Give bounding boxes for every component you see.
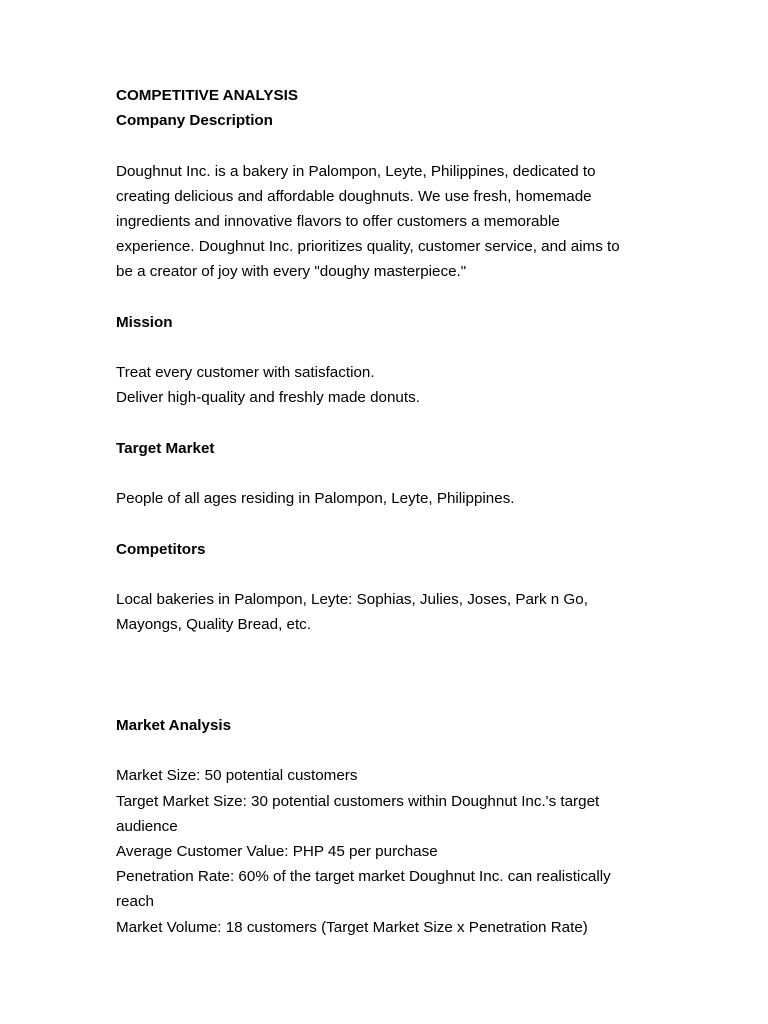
- company-description-heading: Company Description: [116, 112, 273, 130]
- paragraph-line: Doughnut Inc. is a bakery in Palompon, Leyte, Philippines, dedicated to: [116, 162, 596, 180]
- paragraph-line: Market Volume: 18 customers (Target Market Size x Penetration Rate): [116, 918, 588, 936]
- spacer: [116, 461, 646, 486]
- target-market-heading: Target Market: [116, 439, 215, 457]
- market-analysis-heading: Market Analysis: [116, 716, 232, 734]
- document-title: COMPETITIVE ANALYSIS: [116, 87, 298, 104]
- spacer: [116, 663, 646, 688]
- paragraph-line: audience: [116, 817, 178, 835]
- spacer: [116, 511, 646, 536]
- paragraph-line: People of all ages residing in Palompon, Leyte, Philippines.: [116, 490, 515, 508]
- spacer: [116, 133, 646, 158]
- company-description-paragraph: [116, 159, 646, 285]
- spacer: [116, 562, 646, 587]
- target-market-paragraph: [116, 486, 646, 511]
- mission-paragraph: [116, 360, 646, 410]
- spacer: [116, 688, 646, 713]
- spacer: [116, 285, 646, 310]
- paragraph-line: experience. Doughnut Inc. prioritizes quality, customer service, and aims to: [116, 238, 620, 256]
- paragraph-line: Deliver high-quality and freshly made donuts.: [116, 389, 420, 407]
- market-analysis-paragraph: [116, 763, 646, 939]
- document-page: [116, 83, 646, 940]
- paragraph-line: creating delicious and affordable doughnuts. We use fresh, homemade: [116, 187, 592, 205]
- paragraph-line: Penetration Rate: 60% of the target market Doughnut Inc. can realistically: [116, 868, 611, 886]
- paragraph-line: Average Customer Value: PHP 45 per purchase: [116, 842, 438, 860]
- competitors-heading: Competitors: [116, 540, 206, 558]
- paragraph-line: reach: [116, 893, 154, 911]
- paragraph-line: Target Market Size: 30 potential customers within Doughnut Inc.'s target: [116, 792, 600, 810]
- mission-heading: Mission: [116, 313, 173, 331]
- paragraph-line: be a creator of joy with every "doughy masterpiece.": [116, 263, 467, 281]
- paragraph-line: Market Size: 50 potential customers: [116, 767, 358, 785]
- paragraph-line: ingredients and innovative flavors to offer customers a memorable: [116, 213, 560, 230]
- competitors-paragraph: [116, 587, 646, 637]
- paragraph-line: Mayongs, Quality Bread, etc.: [116, 616, 311, 634]
- spacer: [116, 738, 646, 763]
- spacer: [116, 637, 646, 662]
- paragraph-line: Local bakeries in Palompon, Leyte: Sophias, Julies, Joses, Park n Go,: [116, 590, 588, 608]
- spacer: [116, 411, 646, 436]
- spacer: [116, 335, 646, 360]
- paragraph-line: Treat every customer with satisfaction.: [116, 364, 375, 382]
